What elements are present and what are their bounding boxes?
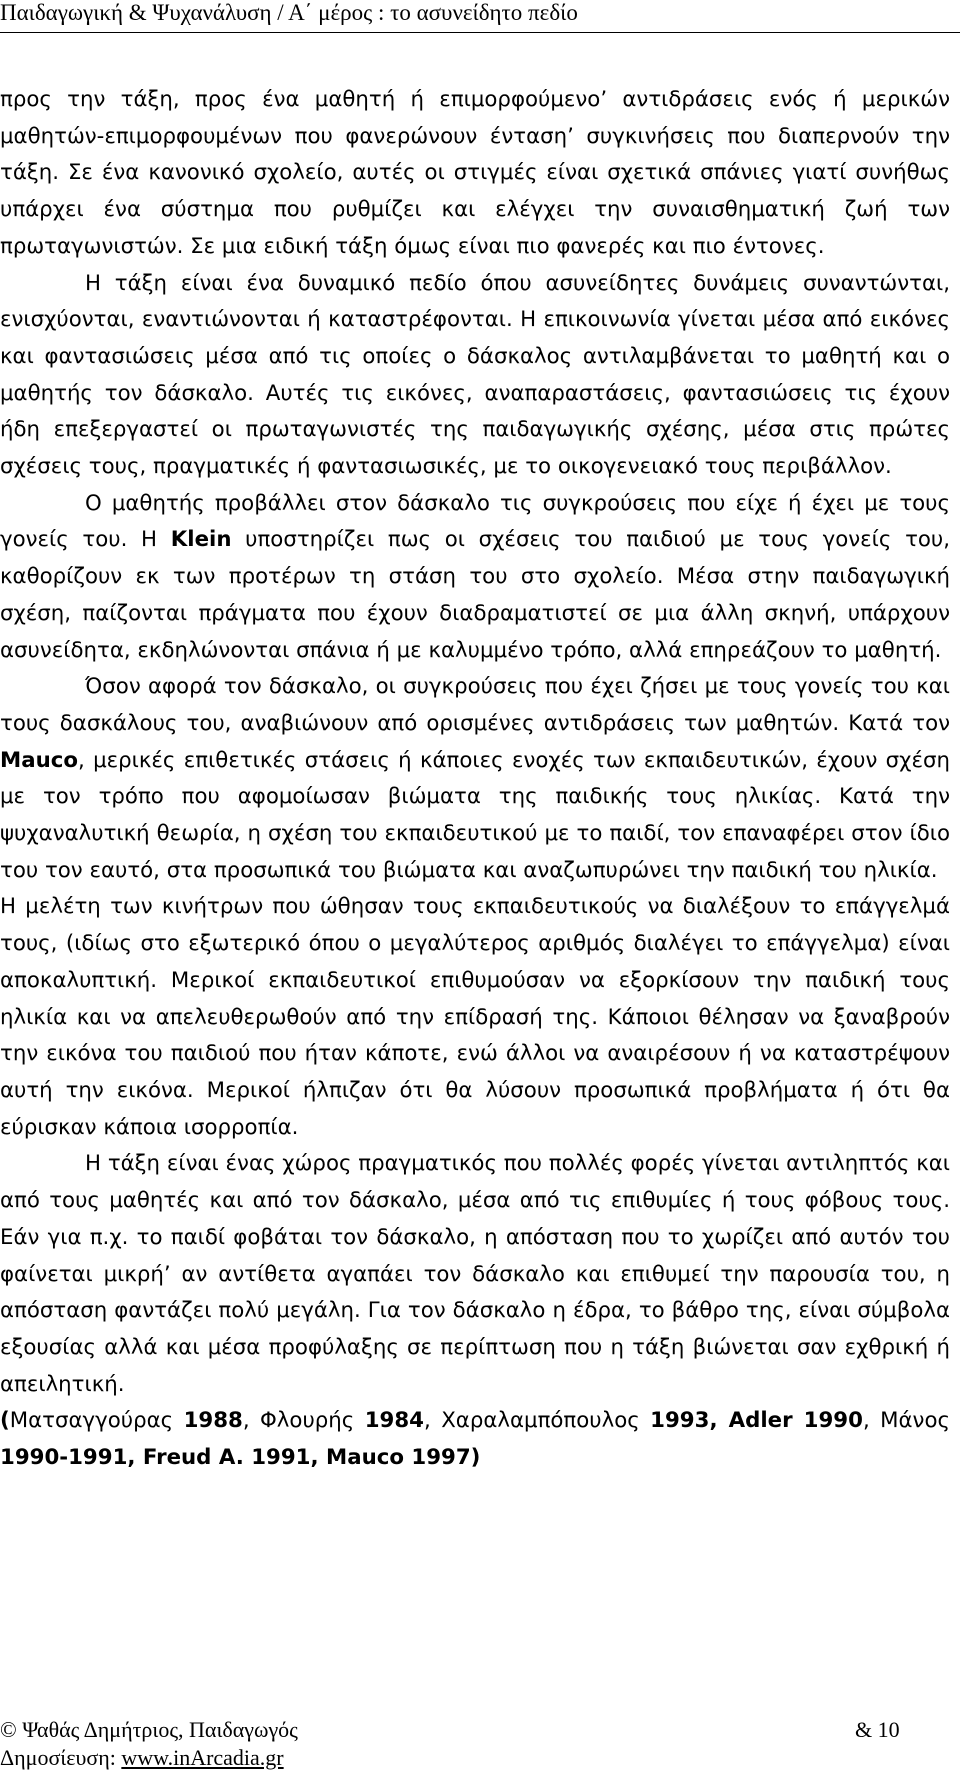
footer-publication-row	[0, 1744, 960, 1772]
text-segment: Όσον αφορά τον δάσκαλο, οι συγκρούσεις που έχει ζήσει με τους γονείς του και τους δασκάλους του, αναβιώνουν από ορισμένες αντιδράσεις των μαθητών. Κατά τον	[0, 674, 950, 736]
text-segment: Η μελέτη των κινήτρων που ώθησαν τους εκπαιδευτικούς να διαλέξουν το επάγγελμά τους, (ιδίως στο εξωτερικό όπου ο μεγαλύτερος αριθμός διαλέγει το επάγγελμα) είναι αποκαλυπτική. Μερικοί εκπαιδευτικοί επιθυμούσαν να εξορκίσουν την παιδική τους ηλικία και να απελευθερωθούν από την επίδρασή της. Κάποιοι θέλησαν να ξαναβρούν την εικόνα του παιδιού που ήταν κάποτε, ενώ άλλοι να αναιρέσουν ή να καταστρέψουν αυτή την εικόνα. Μερικοί ήλπιζαν ότι θα λύσουν προσωπικά προβλήματα ή ότι θα εύρισκαν κάποια ισορροπία.	[0, 894, 950, 1140]
text-segment: Ματσαγγούρας	[9, 1408, 184, 1434]
paragraph	[0, 1146, 950, 1403]
bold-text-segment: Klein	[170, 527, 232, 553]
text-segment: υποστηρίζει πως οι σχέσεις του παιδιού με τους γονείς του, καθορίζουν εκ των προτέρων τη στάση του στο σχολείο. Μέσα στην παιδαγωγική σχέση, παίζονται πράγματα που έχουν διαδραματιστεί σε μια άλλη σκηνή, υπάρχουν ασυνείδητα, εκδηλώνονται σπάνια ή με καλυμμένο τρόπο, αλλά επηρεάζουν το μαθητή.	[0, 527, 951, 663]
text-segment: προς την τάξη, προς ένα μαθητή ή επιμορφούμενο’ αντιδράσεις ενός ή μερικών μαθητών-επιμορφουμένων που φανερώνουν ένταση’ συγκινήσεις που διαπερνούν την τάξη. Σε ένα κανονικό σχολείο, αυτές οι στιγμές είναι σχετικά σπάνιες γιατί συνήθως υπάρχει ένα σύστημα που ρυθμίζει και ελέγχει την συναισθηματική ζωή των πρωταγωνιστών. Σε μια ειδική τάξη όμως είναι πιο φανερές και πιο έντονες.	[0, 87, 950, 259]
bold-text-segment: 1993, Adler 1990	[650, 1408, 863, 1434]
text-segment: , Μάνος	[862, 1408, 950, 1434]
paragraph	[0, 669, 950, 889]
document-body	[0, 82, 950, 1477]
footer-published-label: Δημοσίευση:	[0, 1745, 122, 1770]
footer-author: © Ψαθάς Δημήτριος, Παιδαγωγός	[0, 1717, 298, 1742]
page-number: & 10	[855, 1717, 900, 1742]
text-segment: , μερικές επιθετικές στάσεις ή κάποιες ενοχές των εκπαιδευτικών, έχουν σχέση με τον τρόπο που αφομοίωσαν βιώματα της παιδικής τους ηλικίας. Κατά την ψυχαναλυτική θεωρία, η σχέση του εκπαιδευτικού με το παιδί, τον επαναφέρει στον ίδιο του τον εαυτό, στα προσωπικά του βιώματα και αναζωπυρώνει την παιδική του ηλικία.	[0, 747, 950, 883]
publisher-link[interactable]: www.inArcadia.gr	[121, 1745, 284, 1770]
bold-text-segment: (	[0, 1408, 10, 1434]
paragraph	[0, 82, 950, 266]
bold-text-segment: 1988	[183, 1408, 243, 1434]
text-segment: , Χαραλαμπόπουλος	[424, 1408, 651, 1434]
text-segment: Η τάξη είναι ένας χώρος πραγματικός που πολλές φορές γίνεται αντιληπτός και από τους μαθητές και από τον δάσκαλο, μέσα από τις επιθυμίες ή τους φόβους τους. Εάν για π.χ. το παιδί φοβάται τον δάσκαλο, η απόσταση που το χωρίζει από αυτόν του φαίνεται μικρή’ αν αντίθετα αγαπάει τον δάσκαλο και επιθυμεί την παρουσία του, η απόσταση φαντάζει πολύ μεγάλη. Για τον δάσκαλο η έδρα, το βάθρο της, είναι σύμβολα εξουσίας αλλά και μέσα προφύλαξης σε περίπτωση που η τάξη βιώνεται σαν εχθρική ή απειλητική.	[0, 1151, 950, 1397]
bold-text-segment: Mauco	[0, 747, 78, 773]
running-header	[0, 0, 960, 34]
text-segment: , Φλουρής	[242, 1408, 365, 1434]
footer-author-row	[0, 1716, 960, 1744]
bold-text-segment: 1984	[364, 1408, 424, 1434]
paragraph	[0, 1403, 950, 1476]
page-footer	[0, 1716, 960, 1772]
text-segment: Ο μαθητής προβάλλει στον δάσκαλο τις συγκρούσεις που είχε ή έχει με τους γονείς του. Η	[0, 490, 950, 553]
paragraph	[0, 889, 950, 1146]
paragraph	[0, 486, 950, 670]
header-divider	[0, 32, 960, 33]
paragraph	[0, 266, 950, 486]
bold-text-segment: 1990-1991, Freud A. 1991, Mauco 1997)	[0, 1445, 481, 1471]
text-segment: Η τάξη είναι ένα δυναμικό πεδίο όπου ασυνείδητες δυνάμεις συναντώνται, ενισχύονται, εναντιώνονται ή καταστρέφονται. Η επικοινωνία γίνεται μέσα από εικόνες και φαντασιώσεις μέσα από τις οποίες ο δάσκαλος αντιλαμβάνεται το μαθητή και ο μαθητής τον δάσκαλο. Αυτές τις εικόνες, αναπαραστάσεις, φαντασιώσεις τις έχουν ήδη επεξεργαστεί οι πρωταγωνιστές της παιδαγωγικής σχέσης, μέσα στις πρώτες σχέσεις τους, πραγματικές ή φαντασιωσικές, με το οικογενειακό τους περιβάλλον.	[0, 270, 950, 480]
running-title: Παιδαγωγική & Ψυχανάλυση / Α΄ μέρος : το ασυνείδητο πεδίο	[0, 0, 578, 25]
